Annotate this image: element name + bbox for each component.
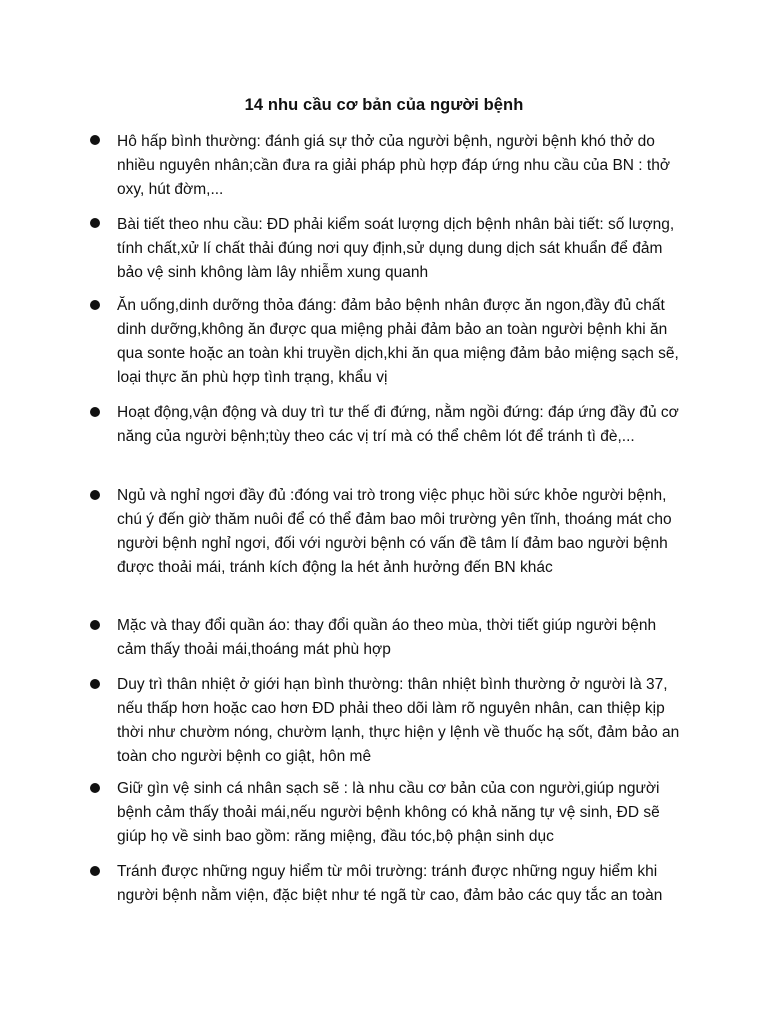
bullet-icon [90, 783, 100, 793]
bullet-icon [90, 218, 100, 228]
bullet-icon [90, 866, 100, 876]
list-item: Giữ gìn vệ sinh cá nhân sạch sẽ : là nhu cầu cơ bản của con người,giúp người bệnh cảm thấy thoải mái,nếu người bệnh không có khả năng tự vệ sinh, ĐD sẽ giúp họ về sinh bao gồm: răng miệng, đầu tóc,bộ phận sinh dục [117, 780, 660, 845]
list-item: Mặc và thay đổi quần áo: thay đổi quần áo theo mùa, thời tiết giúp người bệnh cảm thấy thoải mái,thoáng mát phù hợp [117, 617, 657, 658]
bullet-icon [90, 490, 100, 500]
list-item: Ngủ và nghỉ ngơi đầy đủ :đóng vai trò trong việc phục hồi sức khỏe người bệnh, chú ý đến giờ thăm nuôi để có thể đảm bao môi trường yên tĩnh, thoáng mát cho người bệnh nghỉ ngơi, đối với người bệnh có vấn đề tâm lí đảm bao người bệnh được thoải mái, tránh kích động la hét ảnh hưởng đến BN khác [117, 487, 672, 576]
list-item: Ăn uống,dinh dưỡng thỏa đáng: đảm bảo bệnh nhân được ăn ngon,đầy đủ chất dinh dưỡng,không ăn được qua miệng phải đảm bảo an toàn người bệnh khi ăn qua sonte hoặc an toàn khi truyền dịch,khi ăn qua miệng đảm bảo miệng sạch sẽ, loại thực ăn phù hợp tình trạng, khẩu vị [117, 297, 679, 386]
bullet-icon [90, 620, 100, 630]
list-item: Hoạt động,vận động và duy trì tư thế đi đứng, nằm ngồi đứng: đáp ứng đầy đủ cơ năng của người bệnh;tùy theo các vị trí mà có thể chêm lót để tránh tì đè,... [117, 404, 679, 445]
list-item: Tránh được những nguy hiểm từ môi trường: tránh được những nguy hiểm khi người bệnh nằm viện, đặc biệt như té ngã từ cao, đảm bảo các quy tắc an toàn [117, 863, 663, 904]
bullet-icon [90, 407, 100, 417]
list-item: Bài tiết theo nhu cầu: ĐD phải kiểm soát lượng dịch bệnh nhân bài tiết: số lượng, tính chất,xử lí chất thải đúng nơi quy định,sử dụng dung dịch sát khuẩn để đảm bảo vệ sinh không làm lây nhiễm xung quanh [117, 216, 675, 281]
bullet-icon [90, 135, 100, 145]
document-title: 14 nhu cầu cơ bản của người bệnh [244, 96, 524, 114]
list-item: Hô hấp bình thường: đánh giá sự thở của người bệnh, người bệnh khó thở do nhiều nguyên nhân;cần đưa ra giải pháp phù hợp đáp ứng nhu cầu của BN : thở oxy, hút đờm,... [117, 133, 670, 198]
bullet-icon [90, 300, 100, 310]
bullet-icon [90, 679, 100, 689]
list-item: Duy trì thân nhiệt ở giới hạn bình thường: thân nhiệt bình thường ở người là 37, nếu thấp hơn hoặc cao hơn ĐD phải theo dõi làm rõ nguyên nhân, can thiệp kịp thời như chườm nóng, chườm lạnh, thực hiện y lệnh về thuốc hạ sốt, đảm bảo an toàn cho người bệnh co giật, hôn mê [117, 676, 680, 765]
